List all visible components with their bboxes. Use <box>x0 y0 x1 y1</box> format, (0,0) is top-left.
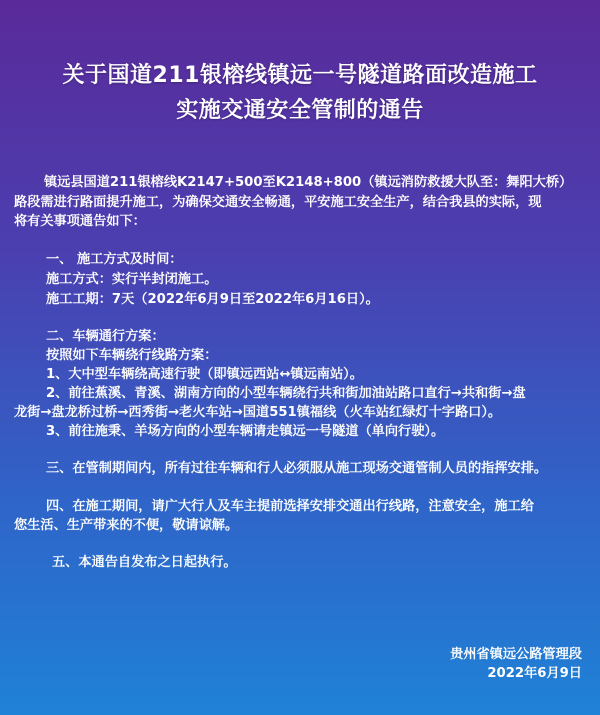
section2-item2-line2: 龙街→盘龙桥过桥→西秀街→老火车站→国道551镇福线（火车站红绿灯十字路口）。 <box>14 405 502 420</box>
section4-line2: 您生活、生产带来的不便，敬请谅解。 <box>14 518 239 533</box>
intro-line1: 镇远县国道211银榕线K2147+500至K2148+800（镇远消防救援大队至：舞阳大桥） <box>44 175 573 190</box>
section1-period: 施工工期：7天（2022年6月9日至2022年6月16日）。 <box>46 292 379 307</box>
section4-line1: 四、在施工期间，请广大行人及车主提前选择安排交通出行线路，注意安全，施工给 <box>46 499 534 514</box>
section2-sub: 按照如下车辆绕行线路方案： <box>46 348 218 363</box>
section1-heading: 一、 施工方式及时间： <box>46 252 183 267</box>
section2-heading: 二、车辆通行方案： <box>46 329 165 344</box>
intro-line3: 将有关事项通告如下： <box>14 214 146 229</box>
section2-item1: 1、大中型车辆绕高速行驶（即镇远西站↔镇远南站）。 <box>46 367 363 382</box>
signature-org: 贵州省镇远公路管理段 <box>450 647 582 662</box>
section2-item2-line1: 2、前往蕉溪、青溪、湖南方向的小型车辆绕行共和街加油站路口直行→共和街→盘 <box>46 386 526 401</box>
section5: 五、本通告自发布之日起执行。 <box>52 555 237 570</box>
section1-method: 施工方式：实行半封闭施工。 <box>46 272 218 287</box>
notice-title-line2: 实施交通安全管制的通告 <box>176 98 424 123</box>
notice-title-line1: 关于国道211银榕线镇远一号隧道路面改造施工 <box>62 63 538 88</box>
intro-line2: 路段需进行路面提升施工，为确保交通安全畅通，平安施工安全生产，结合我县的实际，现 <box>14 195 542 210</box>
signature-date: 2022年6月9日 <box>487 666 582 681</box>
section3: 三、在管制期间内，所有过往车辆和行人必须服从施工现场交通管制人员的指挥安排。 <box>46 461 548 476</box>
section2-item3: 3、前往施秉、羊场方向的小型车辆请走镇远一号隧道（单向行驶）。 <box>46 424 445 439</box>
